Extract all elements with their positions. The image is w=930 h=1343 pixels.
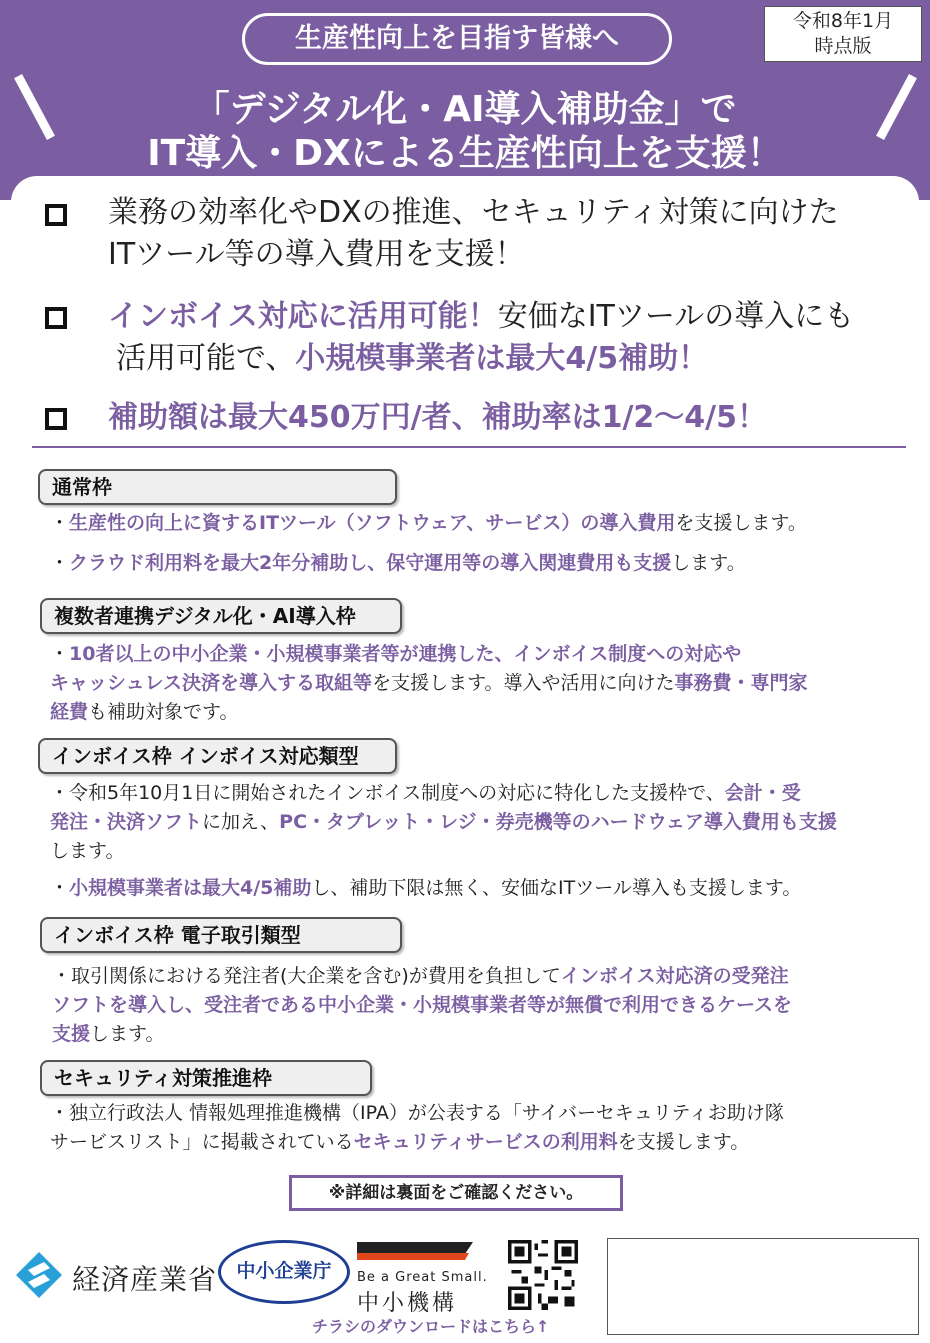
- ecommerce-post: します。: [90, 1023, 165, 1045]
- smrj-name: 中小機構: [357, 1291, 458, 1316]
- date-box: [764, 6, 922, 62]
- bullet-2-text2: 活用可能で、: [116, 341, 296, 376]
- multi-post: も補助対象です。: [88, 701, 239, 723]
- security-p: [50, 1099, 910, 1157]
- regular-p1-pre: ・: [50, 512, 70, 534]
- invoice-b-hl: 小規模事業者は最大4/5補助: [69, 877, 312, 899]
- ecommerce-p: [52, 962, 912, 1049]
- multi-line1: [50, 640, 910, 669]
- audience-pill: 生産性向上を目指す皆様へ: [242, 13, 672, 65]
- ecommerce-line3: [52, 1020, 912, 1049]
- meti-name: 経済産業省: [72, 1263, 218, 1296]
- date-line1: 令和8年1月: [792, 10, 894, 32]
- bullet-3-highlight: 補助額は最大450万円/者、補助率は1/2～4/5！: [108, 400, 767, 435]
- bullet-2-highlight: インボイス対応に活用可能！: [108, 299, 498, 334]
- date-line2: 時点版: [814, 35, 872, 57]
- multi-hl3: 事務費・専門家: [674, 672, 808, 694]
- sme-agency-logo: 中小企業庁: [218, 1240, 350, 1304]
- invoice-p2: [50, 874, 910, 903]
- security-pre: サービスリスト」に掲載されている: [50, 1131, 354, 1153]
- multi-pre: ・: [50, 643, 70, 665]
- multi-p: [50, 640, 910, 727]
- qr-code-icon[interactable]: [508, 1240, 578, 1310]
- multi-hl1: 10者以上の中小企業・小規模事業者等が連携した、インボイス制度への対応や: [69, 643, 742, 665]
- smrj-tagline: Be a Great Small.: [357, 1270, 488, 1285]
- regular-p2-post: します。: [671, 552, 746, 574]
- ecommerce-line2: [52, 991, 912, 1020]
- bullet-2-line1: [108, 296, 898, 338]
- invoice-mid: に加え、: [202, 811, 280, 833]
- bullet-3: [108, 397, 898, 439]
- bullet-2-line2: [108, 338, 898, 380]
- tag-invoice: インボイス枠 インボイス対応類型: [38, 738, 397, 774]
- invoice-p1: [50, 779, 910, 866]
- tag-regular: 通常枠: [38, 469, 397, 505]
- regular-p2: [50, 549, 910, 578]
- security-post: を支援します。: [617, 1131, 750, 1153]
- bullet-1-line1: 業務の効率化やDXの推進、セキュリティ対策に向けた: [108, 195, 839, 230]
- checkbox-icon: [45, 408, 67, 430]
- blank-stamp-box: [607, 1238, 919, 1335]
- tag-ecommerce: インボイス枠 電子取引類型: [40, 917, 402, 953]
- invoice-line2: [50, 808, 910, 837]
- ecommerce-pre: ・取引関係における発注者(大企業を含む)が費用を負担して: [52, 965, 561, 987]
- security-line1: ・独立行政法人 情報処理推進機構（IPA）が公表する「サイバーセキュリティお助け隊: [50, 1102, 784, 1124]
- invoice-b-pre: ・: [50, 877, 70, 899]
- invoice-b-post: し、補助下限は無く、安価なITツール導入も支援します。: [311, 877, 802, 899]
- invoice-pre: ・令和5年10月1日に開始されたインボイス制度への対応に特化した支援枠で、: [50, 782, 725, 804]
- security-hl: セキュリティサービスの利用料: [353, 1131, 618, 1153]
- bullet-2-text: 安価なITツールの導入にも: [497, 299, 855, 334]
- download-link[interactable]: チラシのダウンロードはこちら↑: [312, 1317, 550, 1336]
- ecommerce-hl2: ソフトを導入し、受注者である中小企業・小規模事業者等が無償で利用できるケースを: [52, 994, 793, 1016]
- see-back-note: ※詳細は裏面をご確認ください。: [289, 1175, 623, 1211]
- tag-security: セキュリティ対策推進枠: [40, 1060, 372, 1096]
- multi-line3: [50, 698, 910, 727]
- ecommerce-hl3: 支援: [52, 1023, 91, 1045]
- checkbox-icon: [45, 307, 67, 329]
- ecommerce-hl1: インボイス対応済の受発注: [560, 965, 789, 987]
- regular-p1-hl: 生産性の向上に資するITツール（ソフトウェア、サービス）の導入費用: [69, 512, 676, 534]
- multi-hl2: キャッシュレス決済を導入する取組等: [50, 672, 373, 694]
- regular-p2-pre: ・: [50, 552, 70, 574]
- invoice-line1: [50, 779, 910, 808]
- multi-mid: を支援します。導入や活用に向けた: [372, 672, 675, 694]
- bullet-1: [108, 192, 898, 276]
- multi-line2: [50, 669, 910, 698]
- regular-p1: [50, 509, 910, 538]
- title-line1: 「デジタル化・AI導入補助金」で: [193, 89, 737, 130]
- title-line2: IT導入・DXによる生産性向上を支援！: [147, 133, 783, 174]
- invoice-line3: します。: [50, 840, 125, 862]
- multi-hl4: 経費: [50, 701, 89, 723]
- tag-multi: 複数者連携デジタル化・AI導入枠: [40, 598, 402, 634]
- bullet-2-highlight2: 小規模事業者は最大4/5補助！: [295, 341, 709, 376]
- security-line2: [50, 1128, 910, 1157]
- regular-p2-hl: クラウド利用料を最大2年分補助し、保守運用等の導入関連費用も支援: [69, 552, 672, 574]
- invoice-hl3: PC・タブレット・レジ・券売機等のハードウェア導入費用も支援: [279, 811, 837, 833]
- checkbox-icon: [45, 204, 67, 226]
- bullet-2: [108, 296, 898, 380]
- meti-logo-icon: [14, 1250, 64, 1300]
- ecommerce-line1: [52, 962, 912, 991]
- invoice-hl2: 発注・決済ソフト: [50, 811, 203, 833]
- regular-p1-post: を支援します。: [675, 512, 807, 534]
- divider: [32, 446, 906, 448]
- invoice-hl1: 会計・受: [724, 782, 801, 804]
- bullet-1-line2: ITツール等の導入費用を支援！: [108, 237, 525, 272]
- smrj-logo-bar: [357, 1242, 477, 1260]
